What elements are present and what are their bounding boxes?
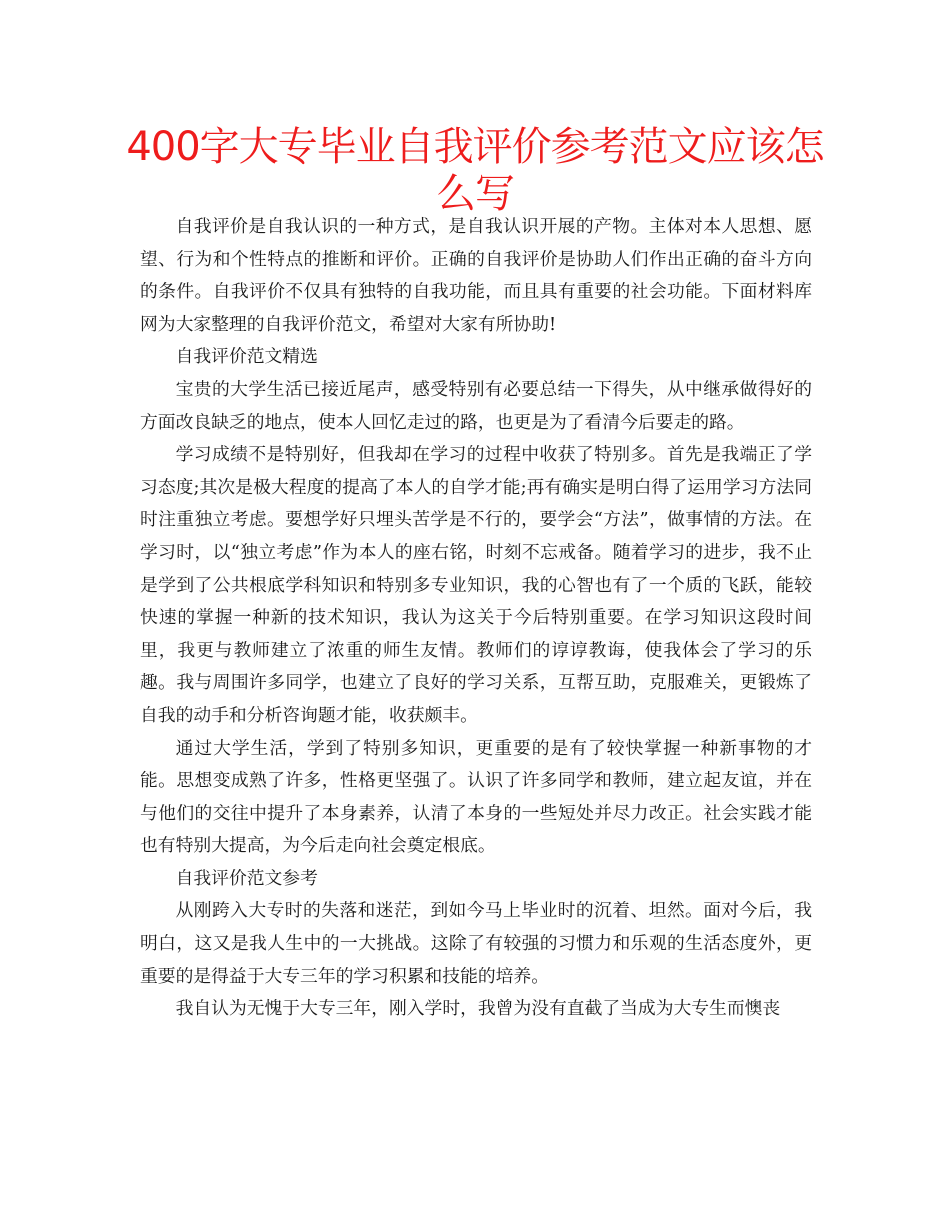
paragraph: 从刚跨入大专时的失落和迷茫，到如今马上毕业时的沉着、坦然。面对今后，我明白，这又是我人生中的一大挑战。这除了有较强的习惯力和乐观的生活态度外，更重要的是得益于大专三年的学习积累和技能的培养。 (140, 900, 812, 987)
document-title: 400字大专毕业自我评价参考范文应该怎么写 (126, 124, 824, 217)
section-heading-selected-samples: 自我评价范文精选 (175, 346, 318, 368)
paragraph: 宝贵的大学生活已接近尾声，感受特别有必要总结一下得失，从中继承做得好的方面改良缺乏的地点，使本人回忆走过的路，也更是为了看清今后要走的路。 (140, 378, 812, 433)
paragraph: 我自认为无愧于大专三年，刚入学时，我曾为没有直截了当成为大专生而懊丧 (175, 998, 781, 1020)
section-heading-reference-samples: 自我评价范文参考 (175, 867, 318, 889)
paragraph: 通过大学生活，学到了特别多知识，更重要的是有了较快掌握一种新事物的才能。思想变成熟了许多，性格更坚强了。认识了许多同学和教师，建立起友谊，并在与他们的交往中提升了本身素养，认清了本身的一些短处并尽力改正。社会实践才能也有特别大提高，为今后走向社会奠定根底。 (140, 737, 812, 857)
document-body (140, 211, 812, 1026)
paragraph: 学习成绩不是特别好，但我却在学习的过程中收获了特别多。首先是我端正了学习态度;其次是极大程度的提高了本人的自学才能;再有确实是明白得了运用学习方法同时注重独立考虑。要想学好只埋头苦学是不行的，要学会“方法”，做事情的方法。在学习时，以“独立考虑”作为本人的座右铭，时刻不忘戒备。随着学习的进步，我不止是学到了公共根底学科知识和特别多专业知识，我的心智也有了一个质的飞跃，能较快速的掌握一种新的技术知识，我认为这关于今后特别重要。在学习知识这段时间里，我更与教师建立了浓重的师生友情。教师们的谆谆教诲，使我体会了学习的乐趣。我与周围许多同学，也建立了良好的学习关系，互帮互助，克服难关，更锻炼了自我的动手和分析咨询题才能，收获颇丰。 (140, 444, 812, 726)
paragraph-intro: 自我评价是自我认识的一种方式，是自我认识开展的产物。主体对本人思想、愿望、行为和个性特点的推断和评价。正确的自我评价是协助人们作出正确的奋斗方向的条件。自我评价不仅具有独特的自我功能，而且具有重要的社会功能。下面材料库网为大家整理的自我评价范文，希望对大家有所协助! (140, 216, 812, 335)
